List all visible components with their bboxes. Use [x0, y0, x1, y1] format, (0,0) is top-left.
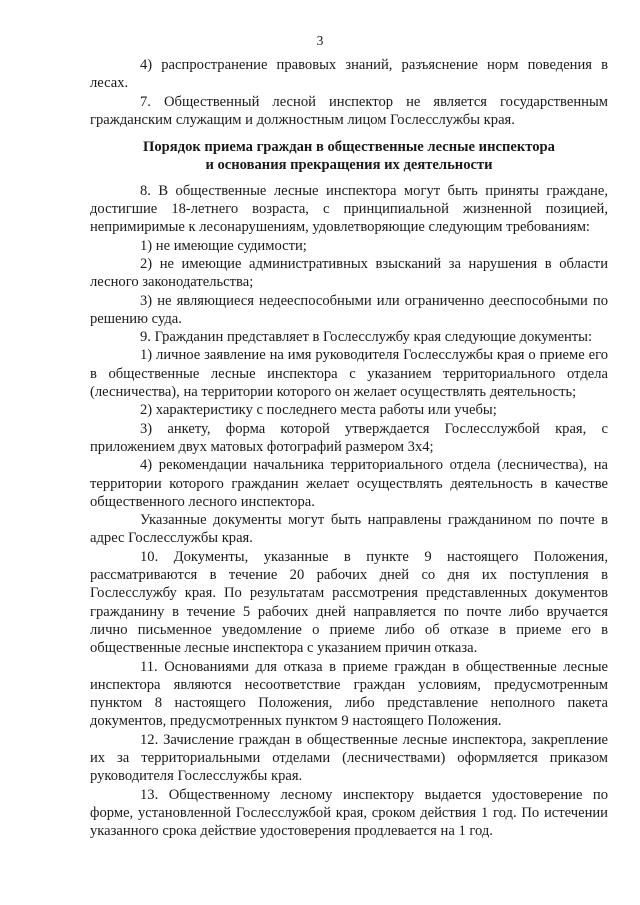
- section-heading-line-2: и основания прекращения их деятельности: [205, 157, 493, 174]
- paragraph-9-item-4: 4) рекомендации начальника территориального отдела (лесничества), на территории которого гражданин желает осуществлять деятельность в качестве общественного лесного инспектора.: [90, 457, 608, 510]
- paragraph-9: 9. Гражданин представляет в Гослесслужбу края следующие документы:: [140, 329, 593, 346]
- paragraph-12: 12. Зачисление граждан в общественные лесные инспектора, закрепление их за территориальными отделами (лесничествами) оформляется приказом руководителя Гослесслужбы края.: [90, 731, 608, 785]
- paragraph-10: 10. Документы, указанные в пункте 9 настоящего Положения, рассматриваются в течение 20 рабочих дней со дня их поступления в Гослесслужбу края. По результатам рассмотрения представленных документов гражданину в течение 5 рабочих дней направляется по почте либо вручается лично письменное уведомление о приеме либо об отказе в приеме его в общественные лесные инспектора с указанием причин отказа.: [90, 548, 608, 657]
- paragraph-item-4: 4) распространение правовых знаний, разъяснение норм поведения в лесах.: [90, 57, 608, 92]
- paragraph-8-item-2: 2) не имеющие административных взысканий за нарушения в области лесного законодательства;: [90, 255, 608, 291]
- paragraph-11: 11. Основаниями для отказа в приеме граждан в общественные лесные инспектора являются несоответствие граждан условиям, предусмотренным пунктом 8 настоящего Положения, либо представление неполного пакета документов, предусмотренных пунктом 9 настоящего Положения.: [90, 658, 608, 730]
- paragraph-13: 13. Общественному лесному инспектору выдается удостоверение по форме, установленной Гослесслужбой края, сроком действия 1 год. По истечении указанного срока действие удостоверения продлевается на 1 год.: [90, 786, 608, 840]
- paragraph-9-item-2: 2) характеристику с последнего места работы или учебы;: [140, 402, 497, 419]
- paragraph-9-item-1: 1) личное заявление на имя руководителя Гослесслужбы края о приеме его в общественные лесные инспектора с указанием территориального отдела (лесничества), на территории которого он желает осуществлять деятельность;: [90, 347, 608, 401]
- paragraph-9-note: Указанные документы могут быть направлены гражданином по почте в адрес Гослесслужбы края.: [90, 512, 608, 547]
- section-heading: [90, 138, 608, 175]
- paragraph-8: 8. В общественные лесные инспектора могут быть приняты граждане, достигшие 18-летнего возраста, с принципиальной жизненной позицией, непримиримые к лесонарушениям, удовлетворяющие следующим требованиям:: [90, 182, 608, 236]
- paragraph-9-item-3: 3) анкету, форма которой утверждается Гослесслужбой края, с приложением двух матовых фотографий размером 3х4;: [90, 420, 608, 455]
- page-number: 3: [316, 33, 324, 48]
- document-body: [90, 56, 608, 840]
- section-heading-line-1: Порядок приема граждан в общественные лесные инспектора: [143, 139, 555, 156]
- paragraph-8-item-3: 3) не являющиеся недееспособными или ограниченно дееспособными по решению суда.: [90, 292, 608, 327]
- paragraph-8-item-1: 1) не имеющие судимости;: [140, 237, 307, 254]
- paragraph-7: 7. Общественный лесной инспектор не является государственным гражданским служащим и должностным лицом Гослесслужбы края.: [90, 93, 608, 128]
